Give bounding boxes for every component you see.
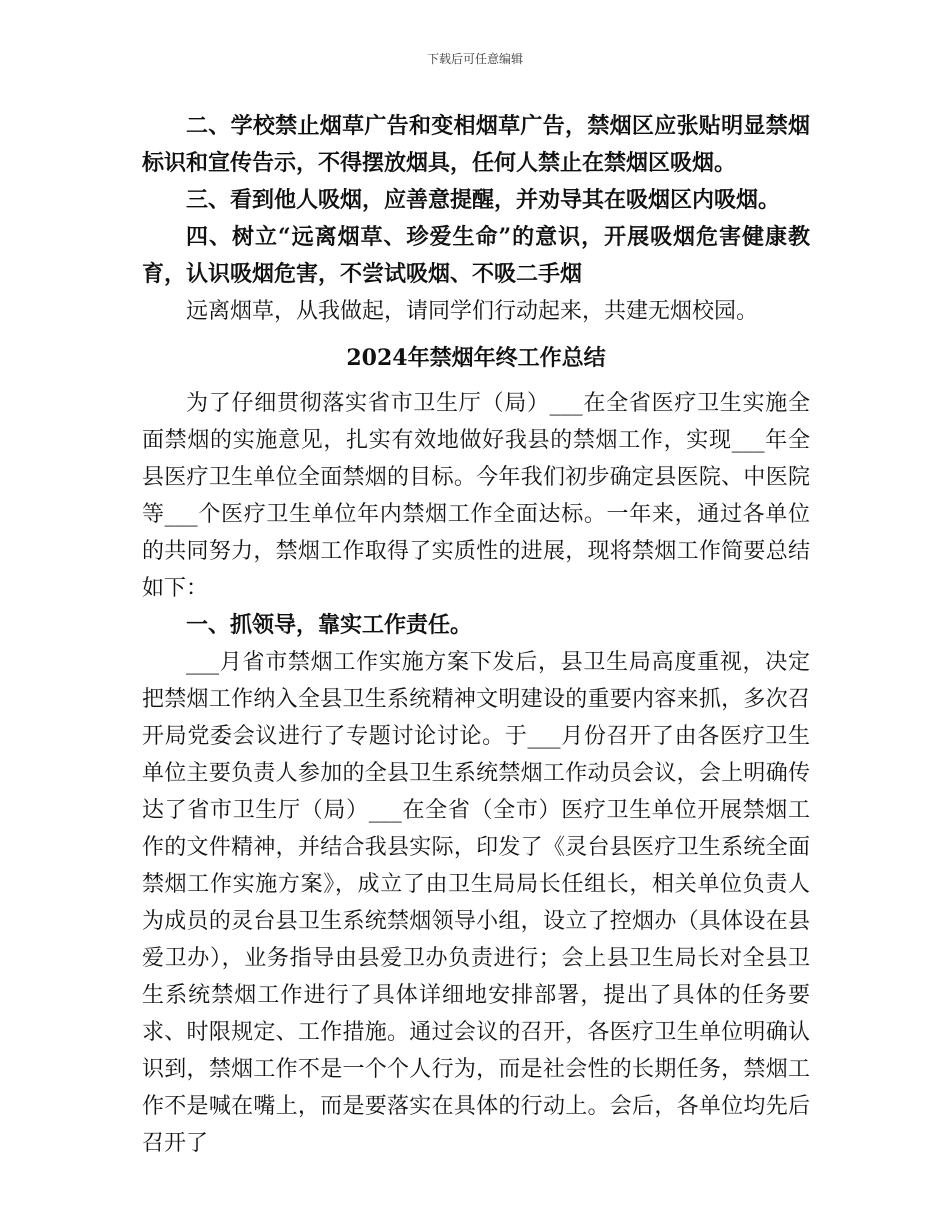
closing-paragraph: 远离烟草，从我做起，请同学们行动起来，共建无烟校园。 [186,299,759,324]
section-body-1: ___月省市禁烟工作实施方案下发后，县卫生局高度重视，决定把禁烟工作纳入全县卫生系统精神文明建设的重要内容来抓，多次召开局党委会议进行了专题讨论讨论。于___月份召开了由各医疗卫生单位主要负责人参加的全县卫生系统禁烟工作动员会议，会上明确传达了省市卫生厅（局）___在全省（全市）医疗卫生单位开展禁烟工作的文件精神，并结合我县实际，印发了《灵台县医疗卫生系统全面禁烟工作实施方案》，成立了由卫生局局长任组长，相关单位负责人为成员的灵台县卫生系统禁烟领导小组，设立了控烟办（具体设在县爱卫办），业务指导由县爱卫办负责进行；会上县卫生局长对全县卫生系统禁烟工作进行了具体详细地安排部署，提出了具体的任务要求、时限规定、工作措施。通过会议的召开，各医疗卫生单位明确认识到，禁烟工作不是一个个人行为，而是社会性的长期任务，禁烟工作不是喊在嘴上，而是要落实在具体的行动上。会后，各单位均先后召开了 [142,650,810,1156]
intro-paragraph: 为了仔细贯彻落实省市卫生厅（局）___在全省医疗卫生实施全面禁烟的实施意见，扎实有效地做好我县的禁烟工作，实现___年全县医疗卫生单位全面禁烟的目标。今年我们初步确定县医院、中医院等___个医疗卫生单位年内禁烟工作全面达标。一年来，通过各单位的共同努力，禁烟工作取得了实质性的进展，现将禁烟工作简要总结如下： [142,391,810,601]
rule-paragraph-4: 四、树立“远离烟草、珍爱生命”的意识，开展吸烟危害健康教育，认识吸烟危害，不尝试吸烟、不吸二手烟 [142,224,810,287]
document-body [142,108,810,1162]
page-header: 下载后可任意编辑 [426,52,523,66]
section-heading-1: 一、抓领导，靠实工作责任。 [186,612,473,638]
rule-paragraph-2: 二、学校禁止烟草广告和变相烟草广告，禁烟区应张贴明显禁烟标识和宣传告示，不得摆放烟具，任何人禁止在禁烟区吸烟。 [142,113,810,176]
rule-paragraph-3: 三、看到他人吸烟，应善意提醒，并劝导其在吸烟区内吸烟。 [186,187,781,213]
report-title: 2024年禁烟年终工作总结 [346,345,606,371]
